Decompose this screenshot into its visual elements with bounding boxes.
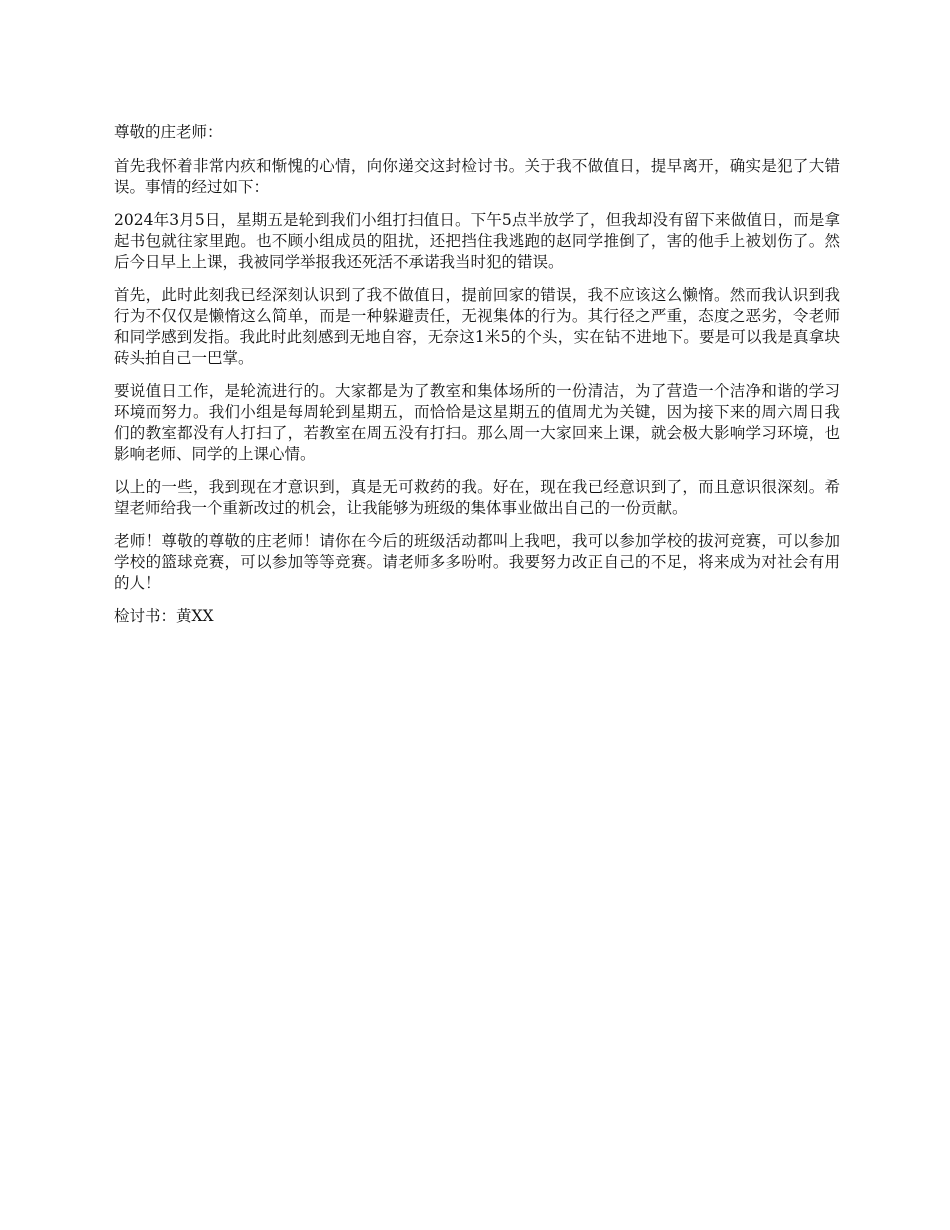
letter-paragraph-2: 2024年3月5日，星期五是轮到我们小组打扫值日。下午5点半放学了，但我却没有留下来做值日，而是拿起书包就往家里跑。也不顾小组成员的阻扰，还把挡住我逃跑的赵同学推倒了，害的他手上被划伤了。然后今日早上上课，我被同学举报我还死活不承诺我当时犯的错误。 [114,211,840,271]
letter-paragraph-6: 老师！尊敬的尊敬的庄老师！请你在今后的班级活动都叫上我吧，我可以参加学校的拔河竞赛，可以参加学校的篮球竞赛，可以参加等等竞赛。请老师多多吩咐。我要努力改正自己的不足，将来成为对社会有用的人！ [114,532,840,592]
letter-document [114,122,840,639]
letter-paragraph-5: 以上的一些，我到现在才意识到，真是无可救药的我。好在，现在我已经意识到了，而且意识很深刻。希望老师给我一个重新改过的机会，让我能够为班级的集体事业做出自己的一份贡献。 [114,478,840,517]
letter-paragraph-4: 要说值日工作，是轮流进行的。大家都是为了教室和集体场所的一份清洁，为了营造一个洁净和谐的学习环境而努力。我们小组是每周轮到星期五，而恰恰是这星期五的值周尤为关键，因为接下来的周六周日我们的教室都没有人打扫了，若教室在周五没有打扫。那么周一大家回来上课，就会极大影响学习环境，也影响老师、同学的上课心情。 [114,382,840,463]
letter-paragraph-3: 首先，此时此刻我已经深刻认识到了我不做值日，提前回家的错误，我不应该这么懒惰。然而我认识到我行为不仅仅是懒惰这么简单，而是一种躲避责任，无视集体的行为。其行径之严重，态度之恶劣，令老师和同学感到发指。我此时此刻感到无地自容，无奈这1米5的个头，实在钻不进地下。要是可以我是真拿块砖头拍自己一巴掌。 [114,286,840,367]
letter-paragraph-1: 首先我怀着非常内疚和惭愧的心情，向你递交这封检讨书。关于我不做值日，提早离开，确实是犯了大错误。事情的经过如下： [114,157,840,196]
letter-greeting: 尊敬的庄老师： [114,123,223,141]
letter-signature: 检讨书：黄XX [114,607,214,625]
